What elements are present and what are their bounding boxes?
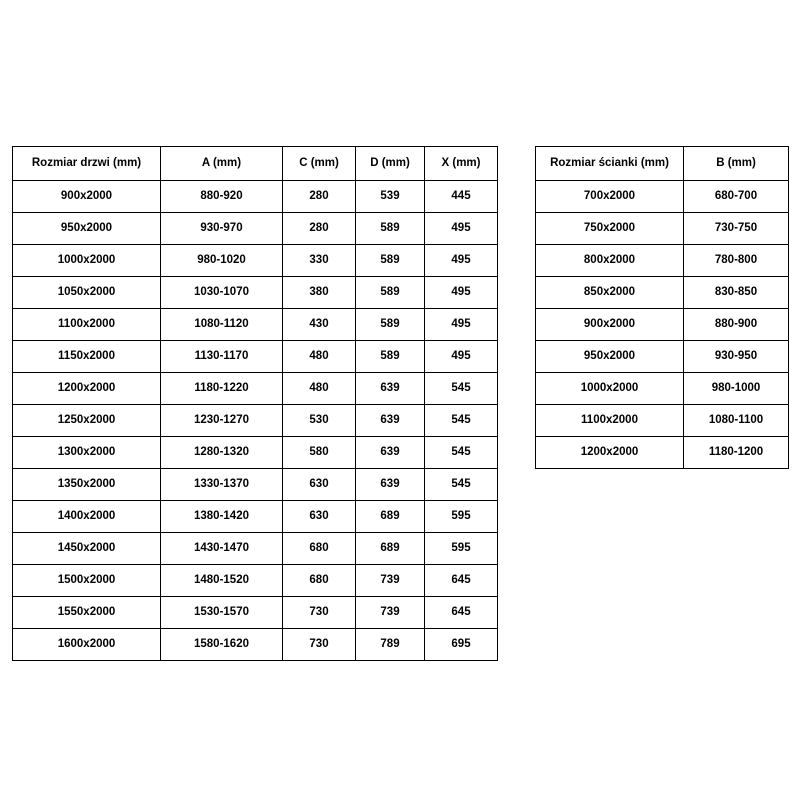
data-cell: 1180-1200 (684, 437, 789, 469)
row-label-cell: 1450x2000 (13, 533, 161, 565)
row-label-cell: 1600x2000 (13, 629, 161, 661)
table-row (536, 309, 789, 341)
data-cell: 645 (425, 565, 498, 597)
row-label-cell: 1550x2000 (13, 597, 161, 629)
data-cell: 730-750 (684, 213, 789, 245)
table-row (13, 437, 498, 469)
row-label-cell: 750x2000 (536, 213, 684, 245)
table-row (536, 277, 789, 309)
row-label-cell: 850x2000 (536, 277, 684, 309)
data-cell: 580 (283, 437, 356, 469)
data-cell: 430 (283, 309, 356, 341)
row-label-cell: 1000x2000 (13, 245, 161, 277)
row-label-cell: 1200x2000 (13, 373, 161, 405)
table-row (536, 245, 789, 277)
table-row (536, 213, 789, 245)
table-row (13, 565, 498, 597)
column-header-c: C (mm) (283, 147, 356, 181)
data-cell: 495 (425, 309, 498, 341)
data-cell: 1080-1100 (684, 405, 789, 437)
table-row (13, 405, 498, 437)
data-cell: 639 (356, 373, 425, 405)
data-cell: 689 (356, 501, 425, 533)
data-cell: 789 (356, 629, 425, 661)
table-row (13, 277, 498, 309)
data-cell: 1030-1070 (161, 277, 283, 309)
data-cell: 680 (283, 565, 356, 597)
data-cell: 639 (356, 469, 425, 501)
data-cell: 739 (356, 597, 425, 629)
data-cell: 780-800 (684, 245, 789, 277)
column-header-b: B (mm) (684, 147, 789, 181)
data-cell: 630 (283, 469, 356, 501)
data-cell: 589 (356, 213, 425, 245)
data-cell: 730 (283, 629, 356, 661)
row-label-cell: 700x2000 (536, 181, 684, 213)
data-cell: 595 (425, 501, 498, 533)
data-cell: 495 (425, 213, 498, 245)
table-row (13, 597, 498, 629)
data-cell: 730 (283, 597, 356, 629)
door-size-table-header (13, 147, 498, 181)
data-cell: 480 (283, 341, 356, 373)
data-cell: 495 (425, 245, 498, 277)
data-cell: 1530-1570 (161, 597, 283, 629)
column-header-door-size: Rozmiar drzwi (mm) (13, 147, 161, 181)
data-cell: 330 (283, 245, 356, 277)
column-header-d: D (mm) (356, 147, 425, 181)
table-row (13, 181, 498, 213)
row-label-cell: 950x2000 (536, 341, 684, 373)
column-header-x: X (mm) (425, 147, 498, 181)
row-label-cell: 1400x2000 (13, 501, 161, 533)
data-cell: 639 (356, 405, 425, 437)
data-cell: 680 (283, 533, 356, 565)
data-cell: 645 (425, 597, 498, 629)
data-cell: 1580-1620 (161, 629, 283, 661)
row-label-cell: 900x2000 (13, 181, 161, 213)
row-label-cell: 1500x2000 (13, 565, 161, 597)
table-row (13, 341, 498, 373)
row-label-cell: 1200x2000 (536, 437, 684, 469)
data-cell: 530 (283, 405, 356, 437)
data-cell: 1430-1470 (161, 533, 283, 565)
data-cell: 1180-1220 (161, 373, 283, 405)
data-cell: 1230-1270 (161, 405, 283, 437)
table-row (13, 629, 498, 661)
door-size-table (12, 146, 498, 661)
data-cell: 539 (356, 181, 425, 213)
data-cell: 589 (356, 309, 425, 341)
row-label-cell: 1000x2000 (536, 373, 684, 405)
table-header-row (13, 147, 498, 181)
data-cell: 680-700 (684, 181, 789, 213)
table-row (13, 469, 498, 501)
data-cell: 589 (356, 245, 425, 277)
table-row (13, 309, 498, 341)
table-row (13, 533, 498, 565)
row-label-cell: 900x2000 (536, 309, 684, 341)
data-cell: 830-850 (684, 277, 789, 309)
row-label-cell: 1150x2000 (13, 341, 161, 373)
data-cell: 480 (283, 373, 356, 405)
table-row (536, 181, 789, 213)
row-label-cell: 1350x2000 (13, 469, 161, 501)
data-cell: 639 (356, 437, 425, 469)
data-cell: 880-900 (684, 309, 789, 341)
data-cell: 689 (356, 533, 425, 565)
column-header-wall-size: Rozmiar ścianki (mm) (536, 147, 684, 181)
table-row (536, 405, 789, 437)
table-row (13, 501, 498, 533)
data-cell: 1480-1520 (161, 565, 283, 597)
data-cell: 495 (425, 277, 498, 309)
row-label-cell: 1100x2000 (536, 405, 684, 437)
data-cell: 595 (425, 533, 498, 565)
table-row (13, 373, 498, 405)
data-cell: 880-920 (161, 181, 283, 213)
row-label-cell: 1300x2000 (13, 437, 161, 469)
wall-size-table (535, 146, 789, 469)
data-cell: 980-1000 (684, 373, 789, 405)
column-header-a: A (mm) (161, 147, 283, 181)
data-cell: 545 (425, 469, 498, 501)
data-cell: 1280-1320 (161, 437, 283, 469)
data-cell: 980-1020 (161, 245, 283, 277)
table-header-row (536, 147, 789, 181)
data-cell: 280 (283, 213, 356, 245)
data-cell: 630 (283, 501, 356, 533)
row-label-cell: 800x2000 (536, 245, 684, 277)
data-cell: 545 (425, 437, 498, 469)
data-cell: 545 (425, 373, 498, 405)
data-cell: 280 (283, 181, 356, 213)
wall-size-table-body (536, 181, 789, 469)
data-cell: 495 (425, 341, 498, 373)
data-cell: 930-970 (161, 213, 283, 245)
table-row (13, 245, 498, 277)
row-label-cell: 1250x2000 (13, 405, 161, 437)
data-cell: 1380-1420 (161, 501, 283, 533)
row-label-cell: 1100x2000 (13, 309, 161, 341)
data-cell: 589 (356, 341, 425, 373)
data-cell: 1330-1370 (161, 469, 283, 501)
data-cell: 695 (425, 629, 498, 661)
data-cell: 380 (283, 277, 356, 309)
data-cell: 445 (425, 181, 498, 213)
table-row (13, 213, 498, 245)
door-size-table-body (13, 181, 498, 661)
data-cell: 1080-1120 (161, 309, 283, 341)
data-cell: 930-950 (684, 341, 789, 373)
wall-size-table-header (536, 147, 789, 181)
data-cell: 545 (425, 405, 498, 437)
row-label-cell: 950x2000 (13, 213, 161, 245)
data-cell: 1130-1170 (161, 341, 283, 373)
table-row (536, 373, 789, 405)
data-cell: 589 (356, 277, 425, 309)
data-cell: 739 (356, 565, 425, 597)
row-label-cell: 1050x2000 (13, 277, 161, 309)
table-row (536, 341, 789, 373)
table-row (536, 437, 789, 469)
